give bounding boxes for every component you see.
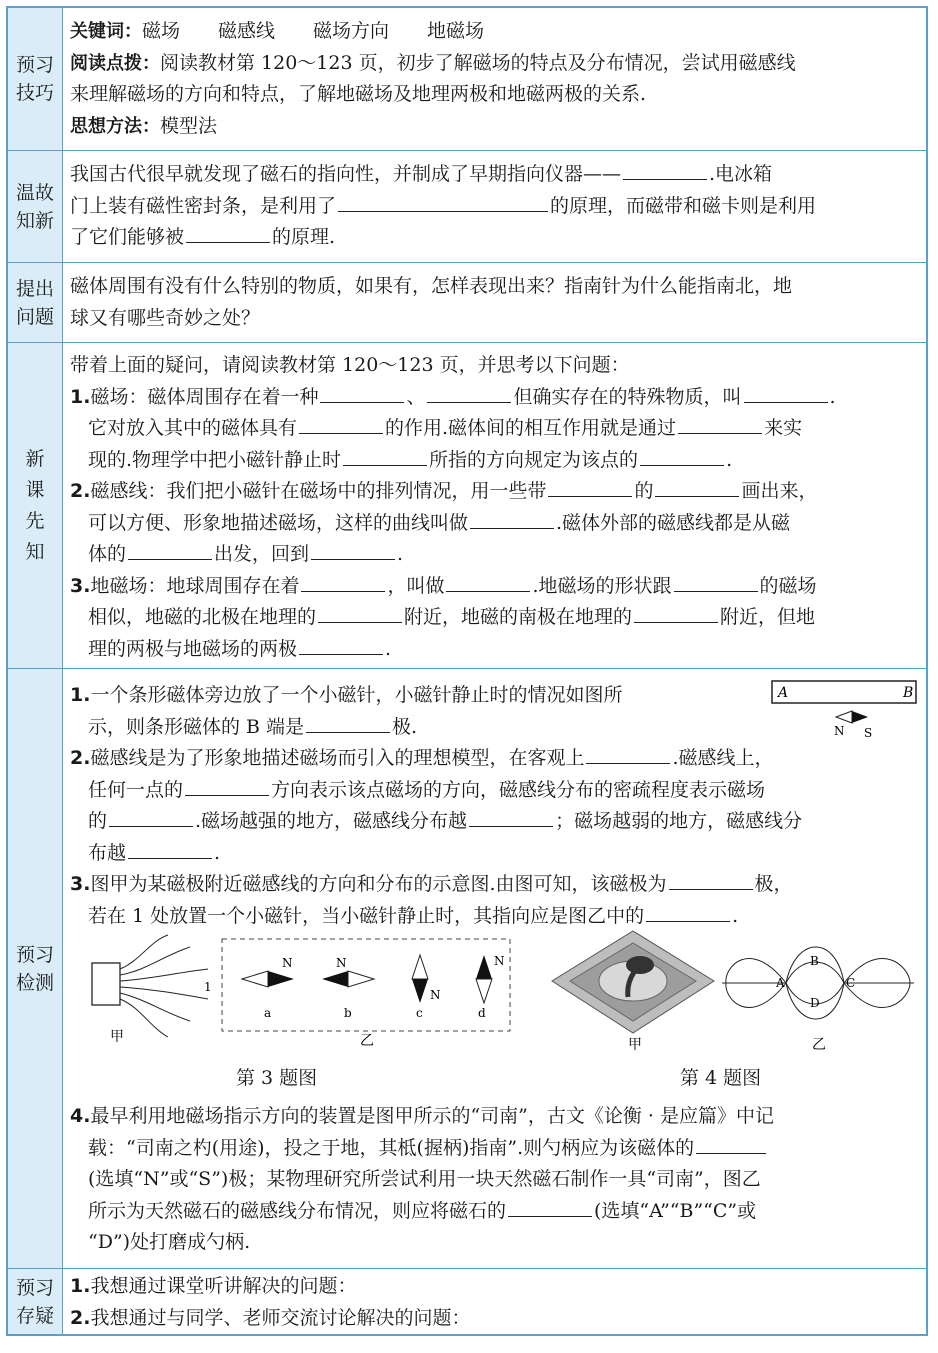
label-text: 知 — [25, 540, 45, 563]
bar-magnet-figure — [768, 677, 920, 739]
new-knowledge-body — [70, 350, 920, 665]
label-text: 预习 — [15, 943, 54, 966]
label-doubt — [8, 1269, 63, 1334]
option-c-label: c — [416, 1006, 423, 1020]
text: 带着上面的疑问，请阅读教材第 120～123 页，并思考以下问题： — [70, 354, 630, 376]
label-preview-tips — [8, 8, 63, 150]
text: 球又有哪些奇妙之处？ — [70, 306, 261, 329]
label-review — [8, 151, 63, 262]
method-text: 模型法 — [160, 114, 218, 137]
text: 若在 1 处放置一个小磁针，当小磁针静止时，其指向应是图乙中的 — [88, 904, 645, 927]
text: (选填“N”或“S”)极；某物理研究所尝试利用一块天然磁石制作一具“司南”，图乙 — [88, 1168, 761, 1190]
text: .磁场越强的地方，磁感线分布越 — [195, 810, 468, 832]
text: 磁场：磁体周围存在着一种 — [90, 385, 319, 408]
text: . — [214, 841, 221, 864]
fill-blank[interactable] — [311, 539, 395, 560]
fill-blank[interactable] — [338, 191, 548, 212]
text: 载：“司南之杓(用途)，投之于地，其柢(握柄)指南”.则勺柄应为该磁体的 — [88, 1136, 695, 1159]
needle-b-dark — [322, 971, 348, 987]
text: 出发，回到 — [214, 543, 310, 565]
label-text: 预习 — [15, 54, 54, 76]
label-question — [8, 263, 63, 342]
label-text: 先 — [25, 509, 45, 532]
fill-blank[interactable] — [109, 806, 193, 827]
review-body — [70, 159, 920, 254]
field-line — [120, 999, 168, 1037]
fill-blank[interactable] — [586, 743, 670, 764]
text: . — [726, 448, 733, 471]
text: (选填“A”“B”“C”或 — [594, 1199, 757, 1222]
reading-text: 阅读教材第 120～123 页，初步了解磁场的特点及分布情况，尝试用磁感线 — [160, 51, 796, 74]
text: 理的两极与地磁场的两极 — [88, 637, 298, 660]
fill-blank[interactable] — [128, 539, 212, 560]
bar-end-b: B — [903, 685, 914, 701]
needle-n-label: N — [834, 724, 845, 738]
text: 任何一点的 — [88, 778, 184, 801]
row-question — [8, 263, 926, 343]
keywords-text: 磁场 磁感线 磁场方向 地磁场 — [142, 20, 485, 42]
preview-body — [70, 16, 920, 142]
text: 附近，地磁的南极在地理的 — [404, 606, 633, 628]
fig4-point-c: C — [846, 976, 856, 990]
needle-c-light — [412, 955, 428, 979]
field-line — [120, 969, 208, 981]
label-text: 知新 — [15, 209, 54, 232]
text: . — [829, 385, 836, 408]
fill-blank[interactable] — [623, 159, 707, 180]
text: 我想通过与同学、老师交流讨论解决的问题： — [90, 1306, 471, 1329]
field-line — [120, 993, 190, 1021]
fill-blank[interactable] — [640, 445, 724, 466]
fill-blank[interactable] — [299, 413, 383, 434]
point-1-label: 1 — [204, 980, 212, 994]
bar-end-a: A — [778, 685, 789, 701]
fig4-yi-label: 乙 — [812, 1037, 826, 1052]
fig4-jia-label: 甲 — [628, 1037, 642, 1052]
fig3-jia-label: 甲 — [110, 1029, 124, 1043]
fill-blank[interactable] — [306, 712, 390, 733]
needle-b-light — [348, 971, 374, 987]
fill-blank[interactable] — [508, 1196, 592, 1217]
text: 我国古代很早就发现了磁石的指向性，并制成了早期指向仪器—— — [70, 163, 622, 185]
fig3-caption: 第 3 题图 — [236, 1067, 318, 1089]
text: 画出来， — [741, 480, 818, 502]
bar-magnet — [772, 681, 916, 703]
text: 极， — [754, 873, 793, 895]
item-number: 3. — [70, 873, 91, 895]
text: 磁感线是为了形象地描述磁场而引入的理想模型，在客观上 — [90, 747, 585, 769]
fill-blank[interactable] — [674, 571, 758, 592]
row-review — [8, 151, 926, 263]
needle-a-light — [242, 971, 268, 987]
worksheet-table — [6, 6, 928, 1336]
needle-north-half — [836, 711, 852, 723]
text: .电冰箱 — [709, 163, 773, 185]
fill-blank[interactable] — [186, 222, 270, 243]
text: . — [732, 904, 739, 927]
text: 所指的方向规定为该点的 — [429, 448, 639, 471]
figures-q3-q4 — [70, 927, 920, 1057]
field-line — [120, 935, 168, 969]
label-text: 问题 — [15, 305, 54, 328]
needle-d-dark — [476, 955, 492, 979]
fig4-jia-sinan — [548, 927, 718, 1052]
text: .磁体外部的磁感线都是从磁 — [556, 511, 791, 534]
needle-a-dark — [268, 971, 294, 987]
needle-south-half — [852, 711, 868, 723]
text: 的 — [634, 480, 654, 502]
option-b-label: b — [344, 1006, 352, 1020]
reading-label: 阅读点拨： — [70, 52, 160, 74]
text: 所示为天然磁石的磁感线分布情况，则应将磁石的 — [88, 1199, 507, 1222]
text: 布越 — [88, 841, 127, 864]
text: 现的.物理学中把小磁针静止时 — [88, 448, 342, 471]
text: ，叫做 — [387, 574, 445, 597]
fill-blank[interactable] — [655, 476, 739, 497]
fill-blank[interactable] — [696, 1133, 766, 1154]
fig3-yi-label: 乙 — [360, 1033, 374, 1047]
fill-blank[interactable] — [548, 476, 632, 497]
label-text: 检测 — [15, 971, 54, 994]
fig4-yi-lodestone-field — [720, 927, 916, 1052]
needle-c-n: N — [430, 988, 441, 1002]
text: 示，则条形磁体的 B 端是 — [88, 715, 305, 738]
fig4-point-b: B — [810, 954, 819, 968]
text: 极. — [392, 715, 418, 738]
text: 体的 — [88, 543, 127, 565]
fig4-point-a: A — [776, 976, 785, 990]
fill-blank[interactable] — [299, 634, 383, 655]
row-preview-tips — [8, 8, 926, 151]
label-text: 新 — [25, 447, 45, 470]
label-text: 课 — [25, 478, 45, 501]
text: 但确实存在的特殊物质，叫 — [513, 385, 742, 408]
fig4-point-d: D — [810, 996, 820, 1010]
label-text: 存疑 — [15, 1304, 54, 1327]
text: 的 — [88, 810, 108, 832]
row-doubt — [8, 1269, 926, 1334]
fill-blank[interactable] — [469, 806, 553, 827]
text: 方向表示该点磁场的方向，磁感线分布的密疏程度表示磁场 — [271, 778, 766, 801]
fill-blank[interactable] — [318, 602, 402, 623]
item-number: 2. — [70, 480, 91, 502]
text: 来实 — [764, 417, 803, 439]
fill-blank[interactable] — [185, 775, 269, 796]
text: 的磁场 — [759, 574, 817, 597]
item-number: 4. — [70, 1105, 91, 1127]
method-label: 思想方法： — [70, 115, 160, 137]
item-number: 1. — [70, 385, 91, 408]
needle-d-n: N — [494, 954, 505, 968]
fill-blank[interactable] — [678, 413, 762, 434]
reading-text-2: 来理解磁场的方向和特点，了解地磁场及地理两极和地磁两极的关系. — [70, 83, 647, 105]
text: 了它们能够被 — [70, 226, 185, 248]
item-number: 1. — [70, 684, 91, 706]
row-new-knowledge — [8, 343, 926, 669]
item-number: 3. — [70, 574, 91, 597]
row-check — [8, 669, 926, 1269]
text: “D”)处打磨成勺柄. — [88, 1231, 251, 1253]
needle-s-label: S — [864, 726, 873, 739]
text: 的原理. — [272, 226, 336, 248]
fill-blank[interactable] — [427, 382, 511, 403]
text: 相似，地磁的北极在地理的 — [88, 606, 317, 628]
fill-blank[interactable] — [744, 382, 828, 403]
fig3-yi-options — [220, 937, 512, 1047]
field-line — [120, 947, 190, 975]
text: 地磁场：地球周围存在着 — [90, 574, 300, 597]
text: . — [397, 543, 404, 565]
text: .地磁场的形状跟 — [532, 574, 672, 597]
text: 门上装有磁性密封条，是利用了 — [70, 194, 337, 217]
fill-blank[interactable] — [320, 382, 404, 403]
fill-blank[interactable] — [301, 571, 385, 592]
text: 图甲为某磁极附近磁感线的方向和分布的示意图.由图可知，该磁极为 — [90, 873, 667, 895]
fill-blank[interactable] — [646, 901, 730, 922]
text: 磁感线：我们把小磁针在磁场中的排列情况，用一些带 — [90, 480, 547, 502]
text: 我想通过课堂听讲解决的问题： — [90, 1275, 357, 1297]
check-body-q4 — [70, 1101, 920, 1259]
text: 、 — [406, 385, 426, 408]
fill-blank[interactable] — [343, 445, 427, 466]
label-new-knowledge — [8, 343, 63, 668]
text: 它对放入其中的磁体具有 — [88, 417, 298, 439]
label-text: 预习 — [15, 1276, 54, 1299]
fill-blank[interactable] — [446, 571, 530, 592]
item-number: 2. — [70, 747, 91, 769]
item-number: 1. — [70, 1275, 91, 1297]
text: ；磁场越弱的地方，磁感线分 — [555, 810, 803, 832]
text: 磁体周围有没有什么特别的物质，如果有，怎样表现出来？指南针为什么能指南北，地 — [70, 275, 793, 297]
text: 最早利用地磁场指示方向的装置是图甲所示的“司南”，古文《论衡 · 是应篇》中记 — [90, 1105, 775, 1127]
needle-a-n: N — [282, 956, 293, 970]
keywords-label: 关键词： — [70, 21, 142, 42]
label-text: 温故 — [15, 181, 54, 204]
label-text: 技巧 — [15, 82, 54, 104]
fig3-jia-field-lines — [90, 933, 220, 1043]
needle-d-light — [476, 979, 492, 1003]
fill-blank[interactable] — [634, 602, 718, 623]
fig4-caption: 第 4 题图 — [680, 1067, 762, 1089]
text: 的原理，而磁带和磁卡则是利用 — [550, 194, 817, 217]
text: 一个条形磁体旁边放了一个小磁针，小磁针静止时的情况如图所 — [90, 684, 623, 706]
text: 附近，但地 — [720, 606, 816, 628]
question-body — [70, 271, 920, 334]
option-a-label: a — [264, 1006, 272, 1020]
text: . — [385, 637, 392, 660]
text: 的作用.磁体间的相互作用就是通过 — [385, 417, 677, 439]
fill-blank[interactable] — [128, 838, 212, 859]
item-number: 2. — [70, 1306, 91, 1329]
text: .磁感线上， — [672, 747, 774, 769]
fill-blank[interactable] — [470, 508, 554, 529]
label-check — [8, 669, 63, 1268]
text: 可以方便、形象地描述磁场，这样的曲线叫做 — [88, 511, 469, 534]
option-d-label: d — [478, 1006, 486, 1020]
doubt-body — [70, 1271, 920, 1334]
label-text: 提出 — [15, 277, 54, 300]
magnet-pole — [92, 963, 120, 1005]
needle-c-dark — [412, 979, 428, 1003]
fill-blank[interactable] — [669, 869, 753, 890]
needle-b-n: N — [336, 956, 347, 970]
